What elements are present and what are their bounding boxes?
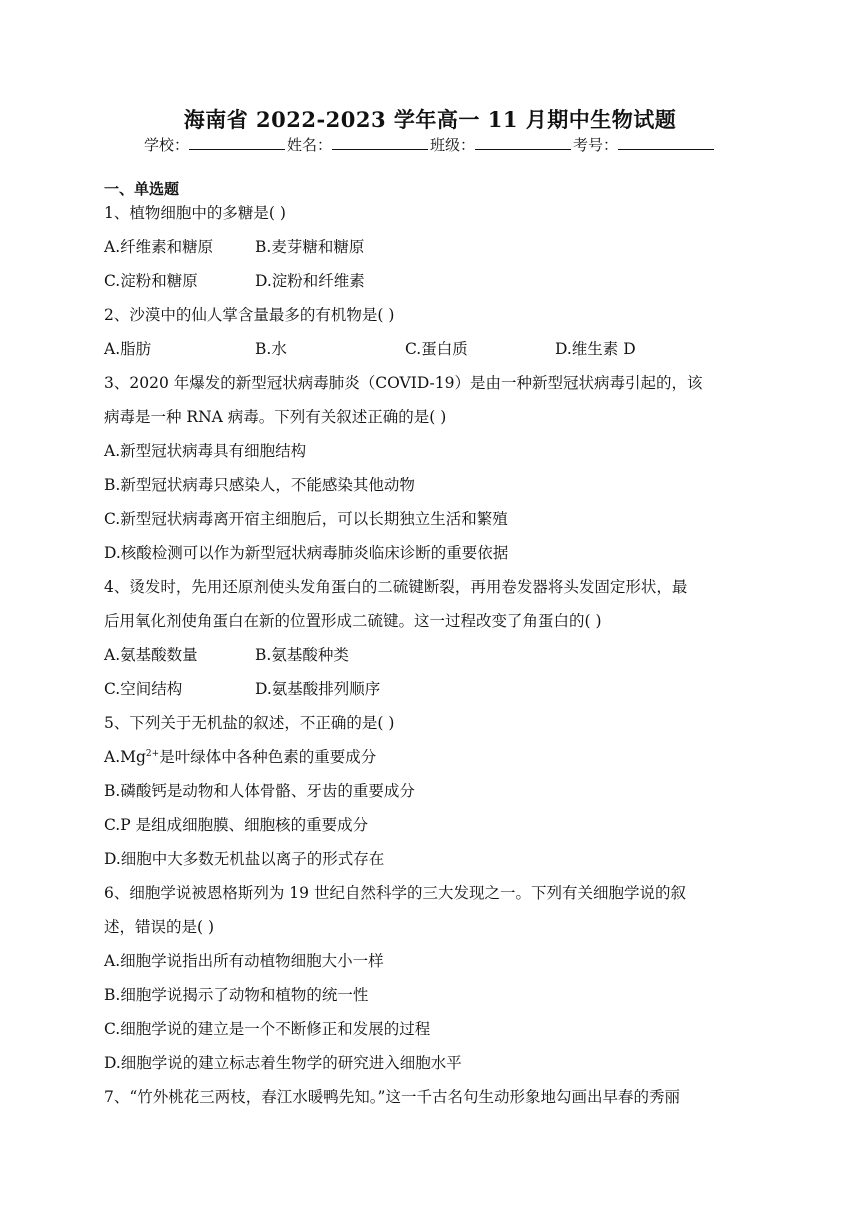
q5-option-a (104, 745, 376, 767)
question-1-stem: 1、植物细胞中的多糖是( ) (104, 204, 286, 222)
section-heading: 一、单选题 (104, 180, 180, 198)
name-label: 姓名： (286, 136, 332, 154)
q5-option-c: C.P 是组成细胞膜、细胞核的重要成分 (104, 816, 369, 834)
q6-option-c: C.细胞学说的建立是一个不断修正和发展的过程 (104, 1020, 431, 1038)
q3-option-a: A.新型冠状病毒具有细胞结构 (104, 442, 307, 460)
question-6-stem-line2: 述，错误的是( ) (104, 918, 215, 936)
q1-option-b: B.麦芽糖和糖原 (255, 238, 365, 256)
question-3-stem-line1: 3、2020 年爆发的新型冠状病毒肺炎（COVID-19）是由一种新型冠状病毒引起的，该 (104, 374, 703, 392)
name-blank[interactable] (332, 135, 428, 150)
number-label: 考号： (573, 136, 619, 154)
q1-option-a: A.纤维素和糖原 (104, 238, 214, 256)
question-7-stem-line1: 7、“竹外桃花三两枝，春江水暖鸭先知。”这一千古名句生动形象地勾画出早春的秀丽 (104, 1088, 680, 1106)
school-blank[interactable] (189, 135, 285, 150)
q2-option-c: C.蛋白质 (405, 340, 468, 358)
q4-option-b: B.氨基酸种类 (255, 646, 349, 664)
q2-option-b: B.水 (255, 340, 287, 358)
question-4-stem-line2: 后用氧化剂使角蛋白在新的位置形成二硫键。这一过程改变了角蛋白的( ) (104, 612, 602, 630)
school-label: 学校： (143, 136, 189, 154)
question-3-stem-line2: 病毒是一种 RNA 病毒。下列有关叙述正确的是( ) (104, 408, 447, 426)
q2-option-a: A.脂肪 (104, 340, 152, 358)
exam-title: 海南省 2022-2023 学年高一 11 月期中生物试题 (183, 107, 677, 132)
q4-option-d: D.氨基酸排列顺序 (255, 680, 381, 698)
question-6-stem-line1: 6、细胞学说被恩格斯列为 19 世纪自然科学的三大发现之一。下列有关细胞学说的叙 (104, 884, 686, 902)
q4-option-c: C.空间结构 (104, 680, 183, 698)
number-blank[interactable] (618, 135, 714, 150)
question-4-stem-line1: 4、烫发时，先用还原剂使头发角蛋白的二硫键断裂，再用卷发器将头发固定形状，最 (104, 578, 688, 596)
q3-option-c: C.新型冠状病毒离开宿主细胞后，可以长期独立生活和繁殖 (104, 510, 508, 528)
q5-option-a-superscript: 2+ (145, 748, 160, 759)
class-label: 班级： (430, 136, 476, 154)
question-2-stem: 2、沙漠中的仙人掌含量最多的有机物是( ) (104, 306, 395, 324)
q1-option-c: C.淀粉和糖原 (104, 272, 198, 290)
q2-option-d: D.维生素 D (555, 340, 636, 358)
q3-option-d: D.核酸检测可以作为新型冠状病毒肺炎临床诊断的重要依据 (104, 544, 509, 562)
question-5-stem: 5、下列关于无机盐的叙述，不正确的是( ) (104, 714, 395, 732)
q6-option-a: A.细胞学说指出所有动植物细胞大小一样 (104, 952, 384, 970)
q5-option-a-prefix: A.Mg (104, 748, 146, 766)
q5-option-d: D.细胞中大多数无机盐以离子的形式存在 (104, 850, 385, 868)
class-blank[interactable] (475, 135, 571, 150)
q1-option-d: D.淀粉和纤维素 (255, 272, 365, 290)
q5-option-b: B.磷酸钙是动物和人体骨骼、牙齿的重要成分 (104, 782, 415, 800)
q4-option-a: A.氨基酸数量 (104, 646, 198, 664)
q3-option-b: B.新型冠状病毒只感染人，不能感染其他动物 (104, 476, 415, 494)
q6-option-d: D.细胞学说的建立标志着生物学的研究进入细胞水平 (104, 1054, 462, 1072)
q6-option-b: B.细胞学说揭示了动物和植物的统一性 (104, 986, 369, 1004)
student-info-row (0, 134, 860, 155)
q5-option-a-text: 是叶绿体中各种色素的重要成分 (159, 748, 377, 766)
